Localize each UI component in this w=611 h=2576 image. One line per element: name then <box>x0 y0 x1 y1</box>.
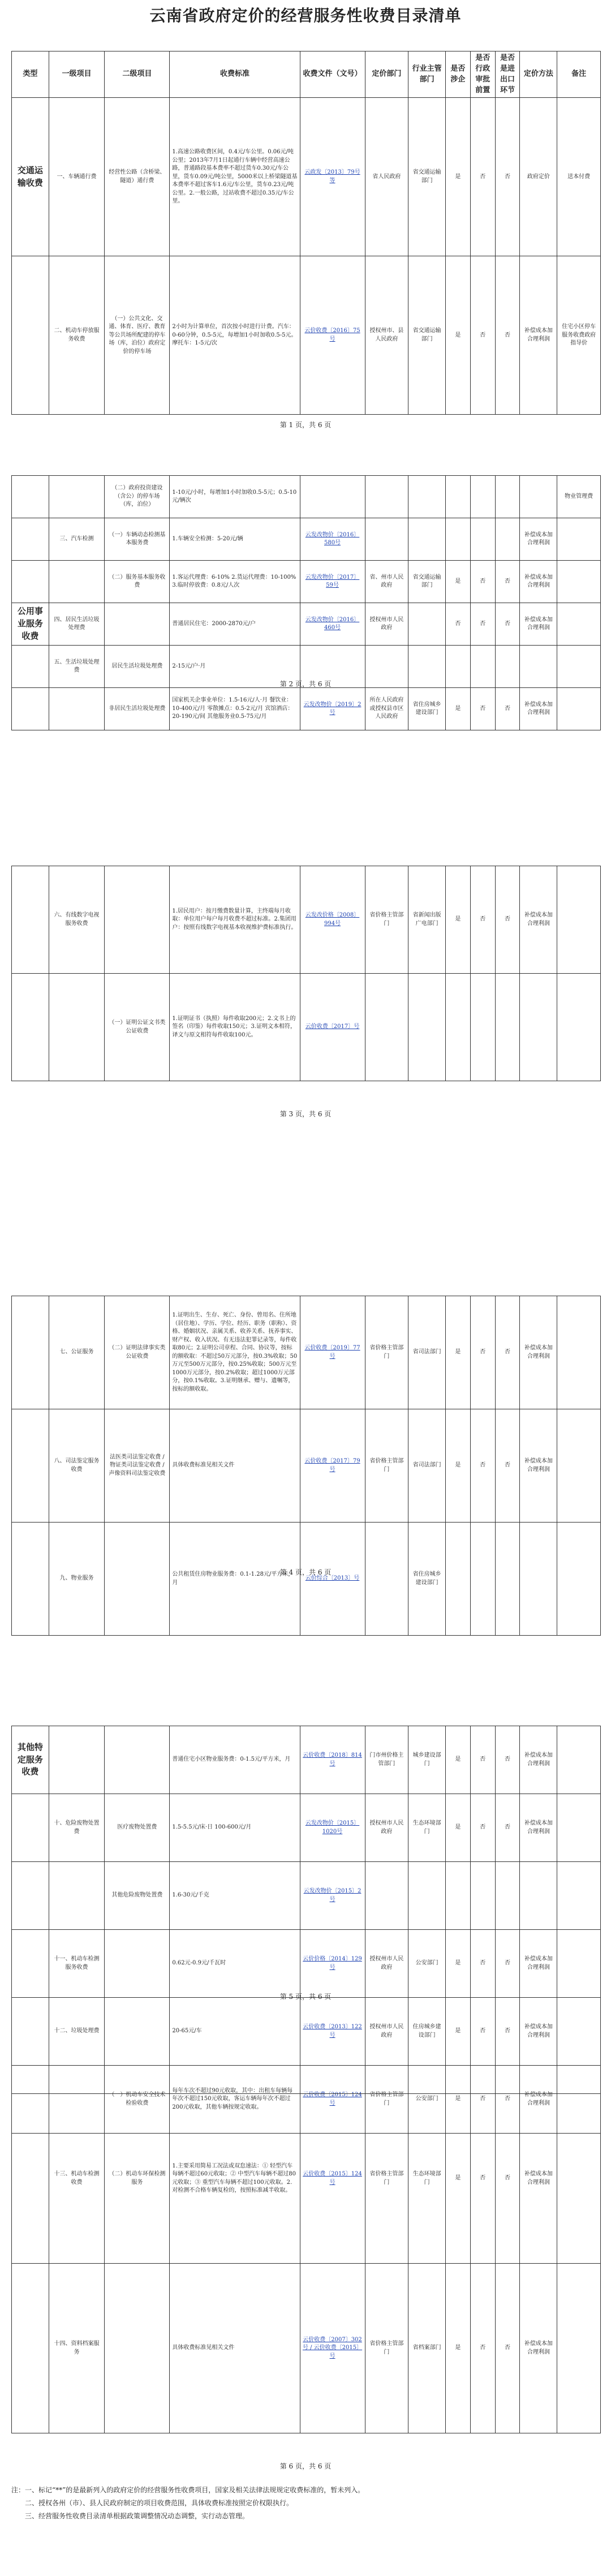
enterprise-related-cell: 是 <box>445 1998 470 2066</box>
enterprise-related-cell: 是 <box>445 688 470 730</box>
category-cell <box>12 1862 49 1930</box>
fee-standard-cell: 1.6-30元/千克 <box>170 1862 300 1930</box>
level2-item-cell: （一）证明公证文书类公证收费 <box>105 974 170 1081</box>
industry-department-cell: 省司法部门 <box>408 1296 446 1409</box>
fee-standard-cell: 20-65元/车 <box>170 1998 300 2066</box>
pricing-department-cell: 省价格主管部门 <box>365 2264 408 2433</box>
import-export-cell: 否 <box>495 1296 520 1409</box>
industry-department-cell: 公安部门 <box>408 2066 446 2134</box>
level1-item-cell: 六、有线数字电视服务收费 <box>49 866 105 974</box>
pricing-method-cell: 补偿成本加合理利润 <box>520 2264 557 2433</box>
level2-item-cell: （二）机动车环保检测服务 <box>105 2094 170 2264</box>
level1-item-cell <box>49 1862 105 1930</box>
page-number: 第 3 页，共 6 页 <box>279 1110 332 1118</box>
table-page <box>11 2093 601 2433</box>
header-cell: 二级项目 <box>105 51 170 98</box>
level2-item-cell <box>105 866 170 974</box>
pricing-department-cell <box>365 974 408 1081</box>
fee-document-cell: 云发改物价〔2019〕2号 <box>300 688 365 730</box>
pricing-department-cell: 授权州市人民政府 <box>365 1998 408 2066</box>
pricing-method-cell: 补偿成本加合理利润 <box>520 518 557 561</box>
level2-item-cell <box>105 1998 170 2066</box>
industry-department-cell: 省司法部门 <box>408 1409 446 1523</box>
fee-standard-cell: 1.居民用户：按月缴费数量计算，主终端每月收取：单位用户每户每月收费不超过标准。2.集团用户：按照有线数字电视基本收视维护费标准执行。 <box>170 866 300 974</box>
import-export-cell <box>495 1862 520 1930</box>
import-export-cell <box>495 1523 520 1636</box>
pricing-method-cell: 补偿成本加合理利润 <box>520 561 557 603</box>
pricing-department-cell: 授权州市人民政府 <box>365 1794 408 1862</box>
import-export-cell: 否 <box>495 2066 520 2134</box>
import-export-cell: 否 <box>495 603 520 646</box>
industry-department-cell: 省交通运输部门 <box>408 561 446 603</box>
pricing-department-cell: 授权州市、县人民政府 <box>365 256 408 415</box>
approval-prerequisite-cell: 否 <box>470 1726 495 1794</box>
level1-item-cell: 十一、机动车检测服务收费 <box>49 1930 105 1998</box>
approval-prerequisite-cell <box>470 974 495 1081</box>
level1-item-cell: 十、危险废物处置费 <box>49 1794 105 1862</box>
industry-department-cell: 省住房城乡建设部门 <box>408 1523 446 1636</box>
table-row <box>12 518 601 561</box>
fee-standard-cell: 0.62元-0.9元/千瓦时 <box>170 1930 300 1998</box>
remark-cell <box>557 561 601 603</box>
footnotes <box>11 2484 600 2522</box>
level1-item-cell: 二、机动车停放服务收费 <box>49 256 105 415</box>
enterprise-related-cell: 否 <box>445 603 470 646</box>
fee-document-cell: 云价收费〔2018〕814号 <box>300 1726 365 1794</box>
industry-department-cell <box>408 476 446 518</box>
enterprise-related-cell: 是 <box>445 2094 470 2264</box>
category-cell: 交通运输收费 <box>12 98 49 256</box>
level1-item-cell: 九、物业服务 <box>49 1523 105 1636</box>
enterprise-related-cell <box>445 974 470 1081</box>
table-row <box>12 256 601 415</box>
enterprise-related-cell <box>445 518 470 561</box>
pricing-method-cell: 补偿成本加合理利润 <box>520 866 557 974</box>
pricing-method-cell: 补偿成本加合理利润 <box>520 1409 557 1523</box>
fee-document-cell: 云价收费〔2017〕79号 <box>300 1409 365 1523</box>
level2-item-cell: （二）服务基本服务收费 <box>105 561 170 603</box>
pricing-department-cell: 省、州市人民政府 <box>365 561 408 603</box>
table-row <box>12 1409 601 1523</box>
pricing-method-cell: 补偿成本加合理利润 <box>520 2094 557 2264</box>
category-cell <box>12 1523 49 1636</box>
table-row <box>12 98 601 256</box>
level2-item-cell: （一）公共文化、交通、体育、医疗、教育等公共场所配建的停车场（库，泊位）政府定价的停车场 <box>105 256 170 415</box>
pricing-department-cell: 省价格主管部门 <box>365 2066 408 2134</box>
remark-cell: 住宅小区停车服务收费政府指导价 <box>557 256 601 415</box>
enterprise-related-cell: 是 <box>445 866 470 974</box>
import-export-cell: 否 <box>495 2264 520 2433</box>
pricing-department-cell <box>365 1862 408 1930</box>
fee-standard-cell: 1-10元/小时，每增加1小时加收0.5-5元；0.5-10元/辆次 <box>170 476 300 518</box>
remark-cell <box>557 1930 601 1998</box>
level2-item-cell: 居民生活垃圾处理费 <box>105 646 170 688</box>
header-cell: 是否是进出口环节 <box>495 51 520 98</box>
approval-prerequisite-cell: 否 <box>470 256 495 415</box>
remark-cell <box>557 1726 601 1794</box>
import-export-cell: 否 <box>495 256 520 415</box>
fee-document-cell: 云发改物价〔2016〕580号 <box>300 518 365 561</box>
remark-cell <box>557 518 601 561</box>
header-cell: 收费标准 <box>170 51 300 98</box>
fee-document-cell: 云发改物价〔2016〕460号 <box>300 603 365 646</box>
table-row <box>12 1794 601 1862</box>
table-page <box>11 866 601 1081</box>
level2-item-cell: 医疗废物处置费 <box>105 1794 170 1862</box>
page-number: 第 2 页，共 6 页 <box>279 680 332 688</box>
table-page <box>11 1296 601 1636</box>
fee-table <box>11 866 601 1081</box>
fee-standard-cell: 每年车次不超过90元收取，其中：出租车每辆每年次不超过150元收取，客运车辆每年次不超过200元收取，其他车辆按规定收取。 <box>170 2066 300 2134</box>
level1-item-cell <box>49 974 105 1081</box>
remark-cell <box>557 603 601 646</box>
enterprise-related-cell: 是 <box>445 561 470 603</box>
pricing-method-cell <box>520 974 557 1081</box>
header-cell: 行业主管部门 <box>408 51 446 98</box>
import-export-cell: 否 <box>495 1409 520 1523</box>
industry-department-cell: 省新闻出版广电部门 <box>408 866 446 974</box>
level2-item-cell <box>105 1523 170 1636</box>
category-cell <box>12 1296 49 1409</box>
level1-item-cell: 十二、垃圾处理费 <box>49 1998 105 2066</box>
level2-item-cell: （一）机动车安全技术检验收费 <box>105 2066 170 2134</box>
table-row <box>12 1296 601 1409</box>
pricing-department-cell: 省价格主管部门 <box>365 2094 408 2264</box>
page-number: 第 5 页，共 6 页 <box>279 1993 332 2001</box>
import-export-cell <box>495 974 520 1081</box>
import-export-cell: 否 <box>495 1726 520 1794</box>
enterprise-related-cell: 是 <box>445 2066 470 2134</box>
table-row <box>12 561 601 603</box>
category-cell <box>12 974 49 1081</box>
import-export-cell: 否 <box>495 688 520 730</box>
fee-standard-cell: 普通居民住宅：2000-2870元/户 <box>170 603 300 646</box>
level1-item-cell: 八、司法鉴定服务收费 <box>49 1409 105 1523</box>
table-row <box>12 603 601 646</box>
approval-prerequisite-cell: 否 <box>470 866 495 974</box>
level2-item-cell: 法医类司法鉴定收费 / 物证类司法鉴定收费 / 声像资料司法鉴定收费 <box>105 1409 170 1523</box>
pricing-department-cell: 省价格主管部门 <box>365 866 408 974</box>
remark-cell <box>557 1998 601 2066</box>
level1-item-cell: 三、汽车检测 <box>49 518 105 561</box>
category-cell: 公用事业服务收费 <box>12 603 49 646</box>
approval-prerequisite-cell <box>470 476 495 518</box>
fee-table <box>11 51 601 415</box>
enterprise-related-cell: 是 <box>445 1409 470 1523</box>
approval-prerequisite-cell: 否 <box>470 2264 495 2433</box>
level2-item-cell: 非居民生活垃圾处理费 <box>105 688 170 730</box>
approval-prerequisite-cell: 否 <box>470 688 495 730</box>
category-cell <box>12 1794 49 1862</box>
page-number: 第 4 页，共 6 页 <box>279 1568 332 1576</box>
fee-standard-cell: 普通住宅小区物业服务费：0-1.5元/平方米，月 <box>170 1726 300 1794</box>
pricing-method-cell: 补偿成本加合理利润 <box>520 1794 557 1862</box>
pricing-department-cell: 授权州市人民政府 <box>365 1930 408 1998</box>
fee-table <box>11 1726 601 2134</box>
remark-cell <box>557 1409 601 1523</box>
industry-department-cell <box>408 603 446 646</box>
remark-cell <box>557 1296 601 1409</box>
table-row <box>12 974 601 1081</box>
header-cell: 备注 <box>557 51 601 98</box>
industry-department-cell: 省交通运输部门 <box>408 256 446 415</box>
approval-prerequisite-cell: 否 <box>470 603 495 646</box>
level2-item-cell: （二）证明法律事实类公证收费 <box>105 1296 170 1409</box>
pricing-method-cell: 补偿成本加合理利润 <box>520 1930 557 1998</box>
category-cell: 其他特定服务收费 <box>12 1726 49 1794</box>
approval-prerequisite-cell: 否 <box>470 2094 495 2264</box>
approval-prerequisite-cell <box>470 518 495 561</box>
header-cell: 定价部门 <box>365 51 408 98</box>
table-row <box>12 688 601 730</box>
level2-item-cell <box>105 1726 170 1794</box>
pricing-department-cell: 省价格主管部门 <box>365 1296 408 1409</box>
import-export-cell: 否 <box>495 1930 520 1998</box>
enterprise-related-cell: 是 <box>445 1726 470 1794</box>
header-cell: 收费文件（文号） <box>300 51 365 98</box>
fee-document-cell: 云价收费〔2015〕124号 <box>300 2094 365 2264</box>
fee-document-cell <box>300 476 365 518</box>
fee-standard-cell: 2-15元/户·月 <box>170 646 300 688</box>
industry-department-cell <box>408 1862 446 1930</box>
pricing-department-cell <box>365 476 408 518</box>
level2-item-cell <box>105 603 170 646</box>
level1-item-cell <box>49 1726 105 1794</box>
fee-table <box>11 2093 601 2433</box>
approval-prerequisite-cell: 否 <box>470 2066 495 2134</box>
table-row <box>12 1726 601 1794</box>
approval-prerequisite-cell: 否 <box>470 98 495 256</box>
fee-document-cell: 云发改物价〔2017〕59号 <box>300 561 365 603</box>
import-export-cell: 否 <box>495 98 520 256</box>
enterprise-related-cell: 是 <box>445 1794 470 1862</box>
approval-prerequisite-cell: 否 <box>470 561 495 603</box>
pricing-method-cell: 补偿成本加合理利润 <box>520 1998 557 2066</box>
category-cell <box>12 688 49 730</box>
table-row <box>12 476 601 518</box>
table-row <box>12 2264 601 2433</box>
import-export-cell <box>495 518 520 561</box>
level1-item-cell <box>49 561 105 603</box>
fee-standard-cell: 1.5-5.5元/床·日 100-600元/月 <box>170 1794 300 1862</box>
remark-cell <box>557 866 601 974</box>
pricing-method-cell <box>520 476 557 518</box>
level1-item-cell: 七、公证服务 <box>49 1296 105 1409</box>
level1-item-cell <box>49 476 105 518</box>
pricing-department-cell <box>365 518 408 561</box>
import-export-cell: 否 <box>495 561 520 603</box>
fee-document-cell: 云发改物价〔2015〕2号 <box>300 1862 365 1930</box>
pricing-method-cell: 补偿成本加合理利润 <box>520 1296 557 1409</box>
enterprise-related-cell <box>445 1862 470 1930</box>
level1-item-cell: 十三、机动车检测收费 <box>49 2094 105 2264</box>
industry-department-cell: 生态环境部门 <box>408 2094 446 2264</box>
approval-prerequisite-cell: 否 <box>470 1998 495 2066</box>
fee-table <box>11 475 601 730</box>
table-page <box>11 475 601 730</box>
category-cell <box>12 2094 49 2264</box>
enterprise-related-cell: 是 <box>445 98 470 256</box>
fee-document-cell: 云发改物价〔2015〕1020号 <box>300 1794 365 1862</box>
remark-cell <box>557 2094 601 2264</box>
category-cell <box>12 256 49 415</box>
enterprise-related-cell <box>445 476 470 518</box>
table-row <box>12 2094 601 2264</box>
fee-document-cell: 云价收费〔2016〕75号 <box>300 256 365 415</box>
level2-item-cell: （二）政府投资建设（含公）的停车场（库，泊位） <box>105 476 170 518</box>
industry-department-cell: 城乡建设部门 <box>408 1726 446 1794</box>
remark-cell: 物业管理费 <box>557 476 601 518</box>
header-row <box>12 51 601 98</box>
enterprise-related-cell <box>445 1523 470 1636</box>
pricing-department-cell: 省价格主管部门 <box>365 1409 408 1523</box>
level2-item-cell <box>105 2264 170 2433</box>
fee-standard-cell: 具体收费标准见相关文件 <box>170 1409 300 1523</box>
pricing-method-cell: 补偿成本加合理利润 <box>520 603 557 646</box>
industry-department-cell: 省住房城乡建设部门 <box>408 688 446 730</box>
header-cell: 类型 <box>12 51 49 98</box>
table-page <box>11 51 601 415</box>
pricing-method-cell: 政府定价 <box>520 98 557 256</box>
table-row <box>12 1523 601 1636</box>
category-cell <box>12 2264 49 2433</box>
page-number: 第 6 页，共 6 页 <box>279 2462 332 2470</box>
header-cell: 定价方法 <box>520 51 557 98</box>
import-export-cell: 否 <box>495 1998 520 2066</box>
fee-standard-cell: 1.证明出生、生存、死亡、身份、曾用名、住所地（居住地）、学历、学位、经历、职务（职称）、资格、婚姻状况、亲属关系、收养关系、抚养事实、财产权、收入状况、有无违法犯罪记录等，每件收取80元；2.证明公司章程、合同、协议等，按标的额收取：不超过50万元部分，按0.3%收取；50万元至500万元部分，按0.25%收取；500万元至1000万元部分，按0.2%收取；超过1000万元部分，按0.1%收取。3.证明继承、赠与、遗嘱等，按标的额收取。 <box>170 1296 300 1409</box>
category-cell <box>12 476 49 518</box>
level2-item-cell <box>105 1930 170 1998</box>
fee-document-cell: 云政发〔2013〕79号等 <box>300 98 365 256</box>
note-line: 注：一、标记“**”的是最新列入的政府定价的经营服务性收费项目，国家及相关法律法规规定收费标准的，暂未列入。 <box>11 2486 365 2494</box>
category-cell <box>12 866 49 974</box>
table-row <box>12 1998 601 2066</box>
header-cell: 是否涉企 <box>445 51 470 98</box>
pricing-method-cell: 补偿成本加合理利润 <box>520 2066 557 2134</box>
pricing-department-cell <box>365 1523 408 1636</box>
fee-standard-cell: 1.车辆安全检测：5-20元/辆 <box>170 518 300 561</box>
level1-item-cell: 十四、资料档案服务 <box>49 2264 105 2433</box>
approval-prerequisite-cell: 否 <box>470 1409 495 1523</box>
category-cell <box>12 1930 49 1998</box>
remark-cell: 送本付费 <box>557 98 601 256</box>
pricing-department-cell: 所在人民政府或授权县市区人民政府 <box>365 688 408 730</box>
pricing-method-cell: 补偿成本加合理利润 <box>520 1726 557 1794</box>
fee-document-cell: 云价综合〔2013〕号 <box>300 1523 365 1636</box>
remark-cell <box>557 1862 601 1930</box>
pricing-method-cell: 补偿成本加合理利润 <box>520 256 557 415</box>
enterprise-related-cell: 是 <box>445 256 470 415</box>
header-cell: 是否行政审批前置 <box>470 51 495 98</box>
pricing-department-cell: 门市州价格主管部门 <box>365 1726 408 1794</box>
page-number: 第 1 页，共 6 页 <box>279 421 332 429</box>
table-row <box>12 1862 601 1930</box>
approval-prerequisite-cell <box>470 1523 495 1636</box>
import-export-cell <box>495 476 520 518</box>
note-line: 三、经营服务性收费目录清单根据政策调整情况动态调整，实行动态管理。 <box>25 2512 249 2520</box>
header-cell: 一级项目 <box>49 51 105 98</box>
fee-standard-cell: 1.客运代理费：6-10% 2.货运代理费：10-100% 3.临时停放费：0.8元/人次 <box>170 561 300 603</box>
pricing-department-cell: 省人民政府 <box>365 98 408 256</box>
import-export-cell: 否 <box>495 2094 520 2264</box>
note-line: 二、授权各州（市）、县人民政府制定的项目收费范围，具体收费标准按照定价权限执行。 <box>25 2498 294 2507</box>
industry-department-cell: 省交通运输部门 <box>408 98 446 256</box>
pricing-method-cell: 补偿成本加合理利润 <box>520 688 557 730</box>
fee-standard-cell: 1.证明证书（执照）每件收取200元；2.文书上的签名（印鉴）每件收取150元；3.证明文本相符，译文与原文相符每件收取100元。 <box>170 974 300 1081</box>
remark-cell <box>557 1523 601 1636</box>
industry-department-cell: 生态环境部门 <box>408 1794 446 1862</box>
fee-standard-cell: 2小时为计算单位，首次按小时进行计费。汽车：0-60分钟，0.5-5元，每增加1小时加收0.5-5元。摩托车：1-5元/次 <box>170 256 300 415</box>
pricing-department-cell: 授权州市人民政府 <box>365 603 408 646</box>
category-cell <box>12 1409 49 1523</box>
level1-item-cell: 一、车辆通行费 <box>49 98 105 256</box>
fee-document-cell: 云价收费〔2017〕号 <box>300 974 365 1081</box>
enterprise-related-cell: 是 <box>445 1296 470 1409</box>
fee-document-cell: 云价收费〔2015〕124号 <box>300 2066 365 2134</box>
level1-item-cell: 四、居民生活垃圾处理费 <box>49 603 105 646</box>
fee-standard-cell: 公共租赁住房物业服务费：0.1-1.28元/平方米，月 <box>170 1523 300 1636</box>
fee-standard-cell: 具体收费标准见相关文件 <box>170 2264 300 2433</box>
import-export-cell: 否 <box>495 1794 520 1862</box>
level2-item-cell: （一）车辆动态检测基本服务费 <box>105 518 170 561</box>
table-row <box>12 1930 601 1998</box>
level2-item-cell: 经营性公路（含桥梁、隧道）通行费 <box>105 98 170 256</box>
industry-department-cell: 公安部门 <box>408 1930 446 1998</box>
approval-prerequisite-cell: 否 <box>470 1794 495 1862</box>
approval-prerequisite-cell: 否 <box>470 1296 495 1409</box>
table-row <box>12 866 601 974</box>
level1-item-cell <box>49 688 105 730</box>
approval-prerequisite-cell: 否 <box>470 1930 495 1998</box>
remark-cell <box>557 1794 601 1862</box>
approval-prerequisite-cell <box>470 1862 495 1930</box>
level1-item-cell: 五、生活垃圾处理费 <box>49 646 105 688</box>
remark-cell <box>557 2264 601 2433</box>
fee-standard-cell: 国家机关企事业单位：1.5-16元/人·月 餐饮业：10-400元/月 零散摊点：0.5-2元/月 宾馆酒店：20-190元/间 其他服务业0.5-75元/月 <box>170 688 300 730</box>
fee-standard-cell: 1.主要采用简易工况法或双怠速法：① 轻型汽车每辆不超过60元收取；② 中型汽车每辆不超过80元收取；③ 重型汽车每辆不超过100元收取。2.对检测不合格车辆复检的，按照标准减半收取。 <box>170 2094 300 2264</box>
fee-document-cell: 云价价格〔2014〕129号 <box>300 1930 365 1998</box>
pricing-method-cell <box>520 1862 557 1930</box>
category-cell <box>12 1998 49 2066</box>
enterprise-related-cell: 是 <box>445 1930 470 1998</box>
industry-department-cell <box>408 518 446 561</box>
fee-document-cell: 云价收费〔2013〕122号 <box>300 1998 365 2066</box>
industry-department-cell: 住房城乡建设部门 <box>408 1998 446 2066</box>
fee-document-cell: 云发改价格〔2008〕994号 <box>300 866 365 974</box>
document-title: 云南省政府定价的经营服务性收费目录清单 <box>149 6 462 25</box>
enterprise-related-cell: 是 <box>445 2264 470 2433</box>
fee-table <box>11 1296 601 1636</box>
remark-cell <box>557 974 601 1081</box>
fee-standard-cell: 1.高速公路收费区间，0.4元/车公里。0.06元/吨公里；2013年7月1日起通行车辆中经营高速公路，普通路段基本费率不超过货车0.30元/车公里，货车0.09元/吨公里，5000米以上桥梁隧道基本费率不超过客车1.6元/车公里，货车0.23元/吨公里。2.一般公路，过站收费不超过0.35元/车公里。 <box>170 98 300 256</box>
level2-item-cell: 其他危险废物处置费 <box>105 1862 170 1930</box>
industry-department-cell <box>408 974 446 1081</box>
table-page <box>11 1726 601 2134</box>
remark-cell <box>557 688 601 730</box>
pricing-method-cell <box>520 1523 557 1636</box>
fee-document-cell: 云价收费〔2007〕302号 / 云价收费〔2015〕号 <box>300 2264 365 2433</box>
category-cell <box>12 561 49 603</box>
industry-department-cell: 省档案部门 <box>408 2264 446 2433</box>
fee-document-cell: 云价收费〔2019〕77号 <box>300 1296 365 1409</box>
category-cell <box>12 518 49 561</box>
import-export-cell: 否 <box>495 866 520 974</box>
